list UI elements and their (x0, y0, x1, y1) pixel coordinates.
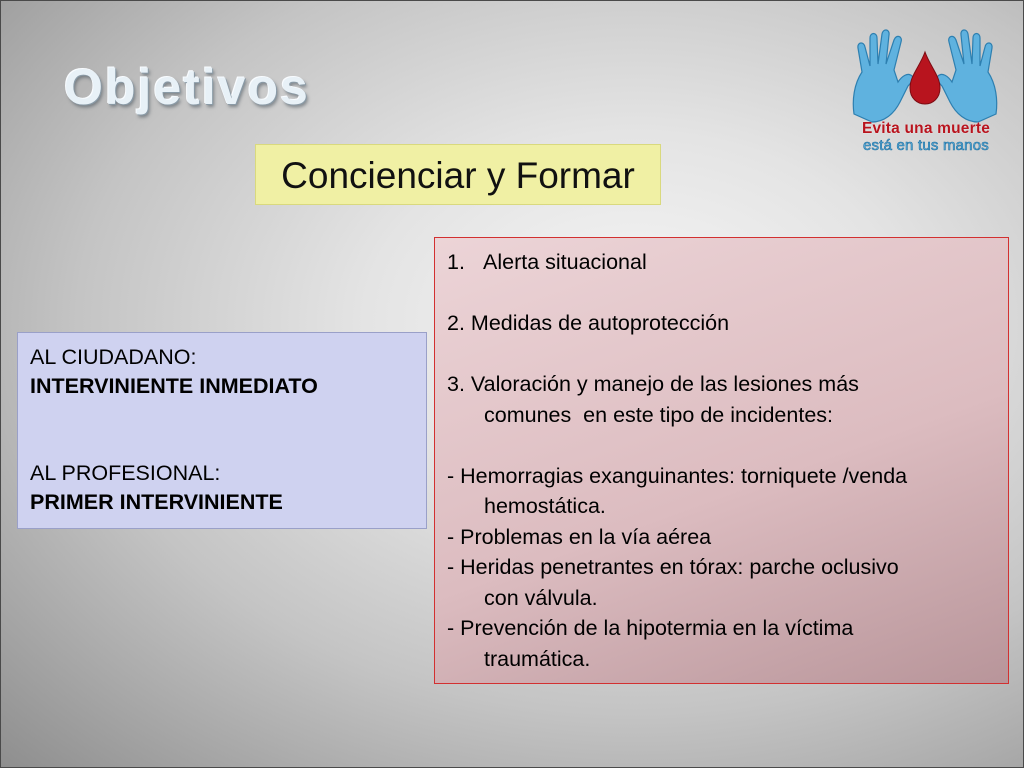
objective-item-1-text: Alerta situacional (483, 250, 647, 274)
subtitle-box: Concienciar y Formar (255, 144, 661, 205)
objectives-box (434, 237, 1009, 684)
professional-label: AL PROFESIONAL: (30, 461, 221, 485)
bullet-4-line1: - Prevención de la hipotermia en la víctima (447, 616, 854, 640)
slide-title: Objetivos (64, 59, 310, 115)
bullet-3-line1: - Heridas penetrantes en tórax: parche oclusivo (447, 555, 899, 579)
objective-item-1-number: 1. (447, 250, 465, 274)
objective-item-1 (447, 247, 996, 278)
logo-text-line2: está en tus manos (863, 137, 989, 154)
objective-item-2: 2. Medidas de autoprotección (447, 311, 730, 335)
citizen-label: AL CIUDADANO: (30, 345, 197, 369)
professional-role: PRIMER INTERVINIENTE (30, 490, 283, 514)
objective-item-3-line1: 3. Valoración y manejo de las lesiones más (447, 372, 859, 396)
bullet-1-line1: - Hemorragias exanguinantes: torniquete /venda (447, 463, 908, 488)
audience-box (17, 332, 427, 529)
logo-text-line1: Evita una muerte (861, 120, 991, 137)
bullet-4-line2: traumática. (484, 646, 591, 671)
bullet-3-line2: con válvula. (484, 585, 598, 610)
objective-item-3-line2: comunes en este tipo de incidentes: (484, 402, 833, 427)
bullet-1-line2: hemostática. (484, 494, 606, 518)
citizen-role: INTERVINIENTE INMEDIATO (30, 374, 318, 398)
blood-drop-icon (910, 52, 940, 104)
bullet-2: - Problemas en la vía aérea (447, 524, 712, 549)
